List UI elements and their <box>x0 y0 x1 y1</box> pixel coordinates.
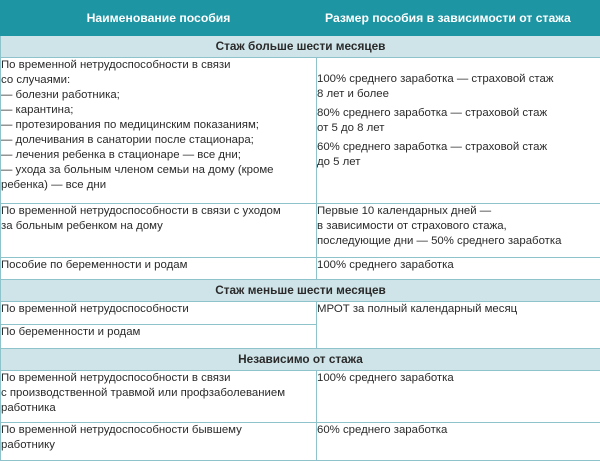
table-row <box>1 58 600 204</box>
section-row <box>1 280 600 302</box>
cell-line: — болезни работника; <box>1 89 120 101</box>
cell-line: последующие дни — 50% среднего заработка <box>317 235 562 247</box>
benefit-name-cell <box>1 423 317 461</box>
benefit-name-cell: Пособие по беременности и родам <box>1 258 317 280</box>
cell-line: — протезирования по медицинским показаниям; <box>1 119 259 131</box>
benefit-amount-cell: МРОТ за полный календарный месяц <box>317 302 600 349</box>
cell-line: до 5 лет <box>317 156 361 168</box>
cell-line: — ухода за больным членом семьи на дому (кроме <box>1 164 274 176</box>
cell-line: — карантина; <box>1 104 74 116</box>
section-row <box>1 36 600 58</box>
header-benefit-name: Наименование пособия <box>1 1 317 36</box>
cell-line: По временной нетрудоспособности в связи с уходом <box>1 205 281 217</box>
benefit-amount-cell: 60% среднего заработка <box>317 423 600 461</box>
cell-line: за больным ребенком на дому <box>1 220 163 232</box>
benefit-name-cell <box>1 371 317 423</box>
cell-line: работника <box>1 402 56 414</box>
cell-line: ребенка) — все дни <box>1 179 107 191</box>
cell-line: По временной нетрудоспособности бывшему <box>1 424 242 436</box>
benefit-name-cell: По беременности и родам <box>1 325 317 349</box>
section-row <box>1 349 600 371</box>
table-row <box>1 258 600 280</box>
cell-line: в зависимости от страхового стажа, <box>317 220 507 232</box>
header-benefit-amount: Размер пособия в зависимости от стажа <box>317 1 600 36</box>
benefit-name-cell <box>1 204 317 258</box>
table-row <box>1 423 600 461</box>
cell-line: — лечения ребенка в стационаре — все дни; <box>1 149 241 161</box>
cell-line: 80% среднего заработка — страховой стаж <box>317 107 548 119</box>
benefit-amount-cell: 100% среднего заработка <box>317 371 600 423</box>
cell-line: со случаями: <box>1 74 71 86</box>
cell-line: Первые 10 календарных дней — <box>317 205 492 217</box>
section-title: Независимо от стажа <box>1 349 600 371</box>
table-header-row <box>1 1 600 36</box>
benefit-amount-cell <box>317 58 600 204</box>
section-title: Стаж меньше шести месяцев <box>1 280 600 302</box>
cell-line: 8 лет и более <box>317 88 389 100</box>
benefit-name-cell: По временной нетрудоспособности <box>1 302 317 325</box>
cell-line: 60% среднего заработка — страховой стаж <box>317 141 548 153</box>
benefit-amount-cell: 100% среднего заработка <box>317 258 600 280</box>
cell-line: с производственной травмой или профзаболеванием <box>1 387 286 399</box>
table-row <box>1 371 600 423</box>
cell-line: — долечивания в санатории после стационара; <box>1 134 254 146</box>
cell-line: работнику <box>1 439 55 451</box>
table-row <box>1 204 600 258</box>
cell-line: По временной нетрудоспособности в связи <box>1 372 231 384</box>
cell-line: По временной нетрудоспособности в связи <box>1 59 231 71</box>
table-row <box>1 302 600 325</box>
cell-line: 100% среднего заработка — страховой стаж <box>317 73 554 85</box>
benefit-name-cell <box>1 58 317 204</box>
section-title: Стаж больше шести месяцев <box>1 36 600 58</box>
cell-line: от 5 до 8 лет <box>317 122 385 134</box>
benefit-amount-cell <box>317 204 600 258</box>
